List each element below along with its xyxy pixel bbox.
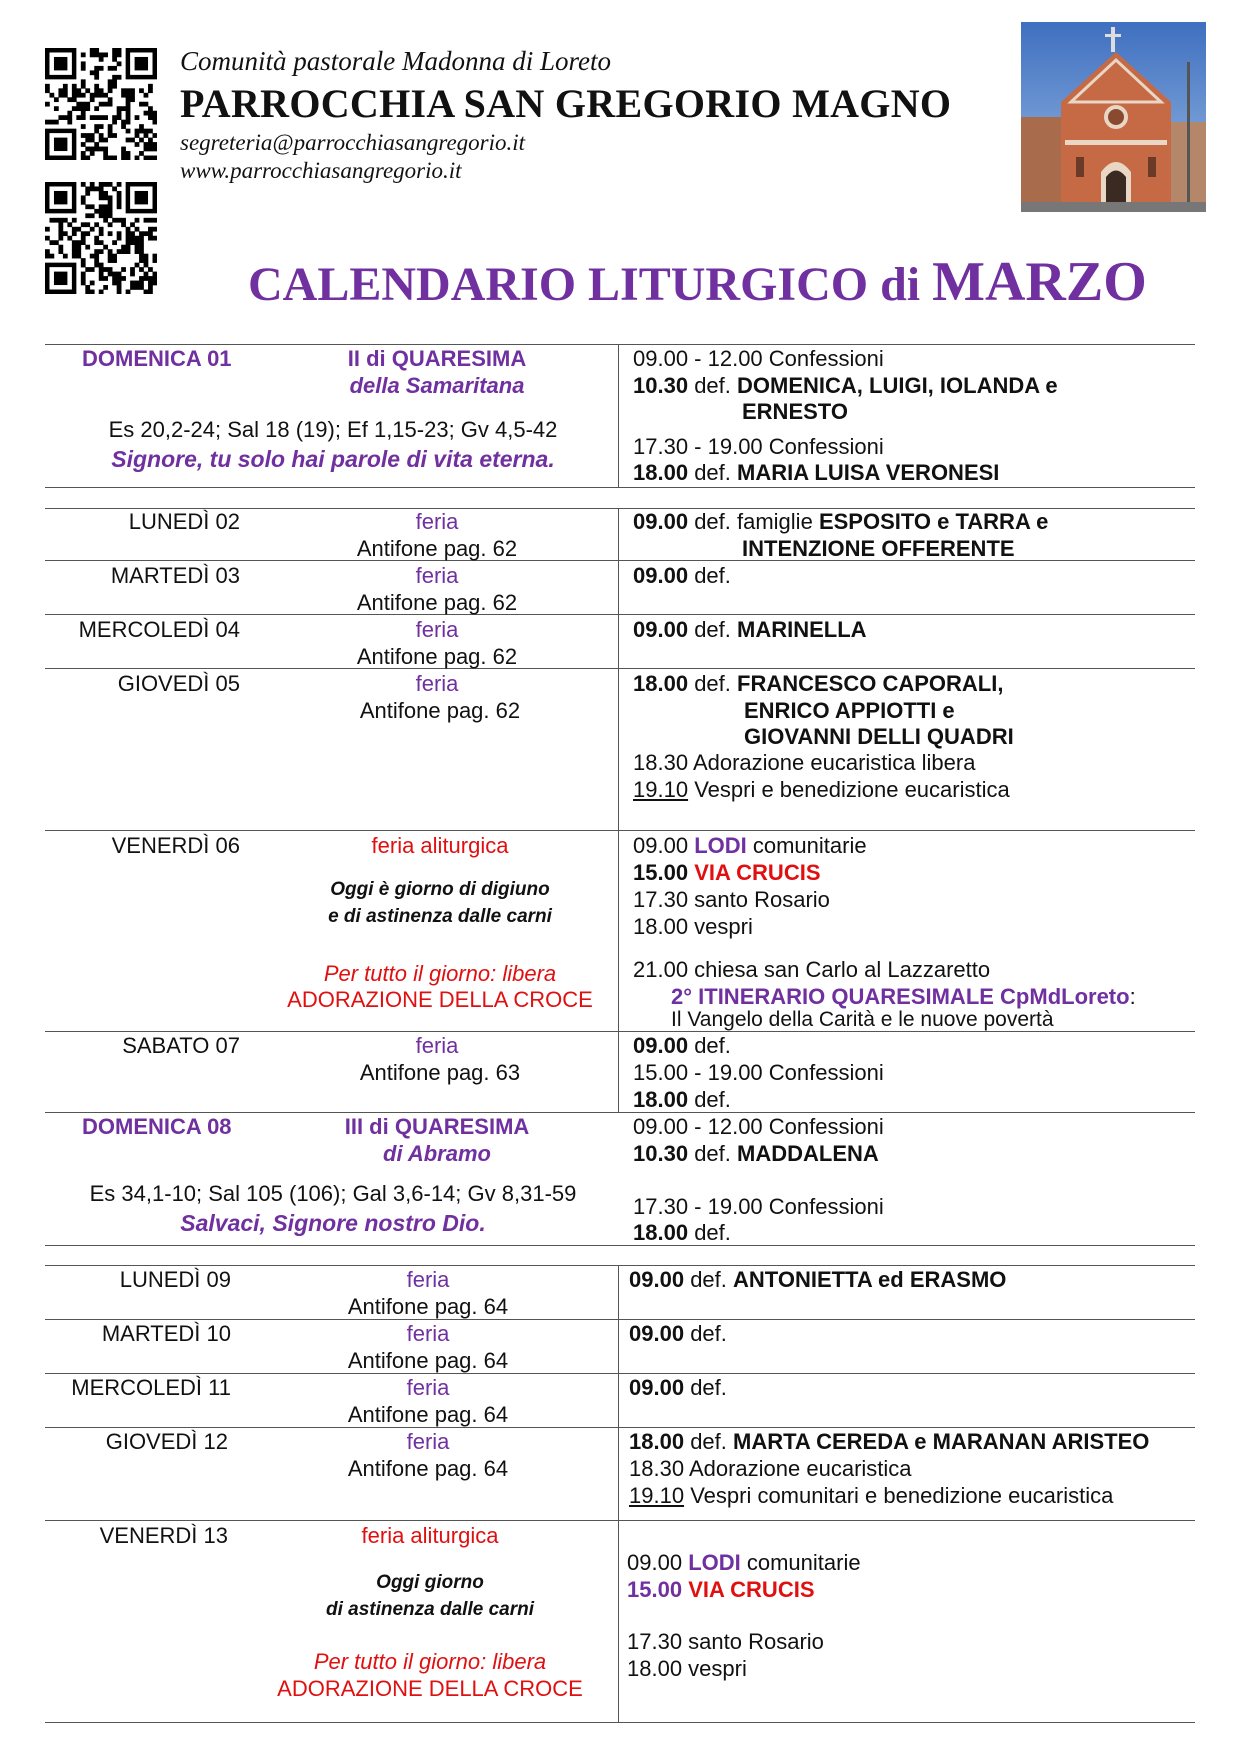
day-label: MERCOLEDÌ 04 xyxy=(78,617,240,642)
event: 18.00 def. MARTA CEREDA e MARANAN ARISTEO xyxy=(629,1429,1150,1454)
day-label: MARTEDÌ 10 xyxy=(101,1321,231,1346)
fasting-note: di astinenza dalle carni xyxy=(325,1599,535,1620)
column-divider xyxy=(618,508,619,1031)
row-divider xyxy=(45,668,1195,669)
day-label: SABATO 07 xyxy=(122,1033,240,1058)
event: 09.00 def. xyxy=(633,1033,731,1058)
event: 10.30 def. MADDALENA xyxy=(633,1141,879,1166)
feast-name: feria xyxy=(406,1321,450,1346)
church-photo xyxy=(1021,22,1206,212)
event: 21.00 chiesa san Carlo al Lazzaretto xyxy=(633,957,991,982)
event: 09.00 LODI comunitarie xyxy=(627,1550,861,1575)
row-divider xyxy=(45,1722,1195,1723)
day-label: LUNEDÌ 09 xyxy=(119,1267,231,1292)
adoration-title: ADORAZIONE DELLA CROCE xyxy=(277,1676,583,1701)
event: 09.00 def. ANTONIETTA ed ERASMO xyxy=(629,1267,1007,1292)
row-divider xyxy=(45,487,1195,488)
qr-code-whatsapp xyxy=(45,182,157,294)
event: 17.30 santo Rosario xyxy=(627,1629,824,1654)
day-label: MARTEDÌ 03 xyxy=(110,563,240,588)
event: 09.00 def. xyxy=(629,1375,727,1400)
event: 17.30 - 19.00 Confessioni xyxy=(633,1194,884,1219)
event: 18.30 Adorazione eucaristica xyxy=(629,1456,912,1481)
fasting-note: e di astinenza dalle carni xyxy=(328,906,552,927)
antifone: Antifone pag. 62 xyxy=(356,536,518,561)
column-divider xyxy=(618,1265,619,1722)
column-divider xyxy=(618,344,619,487)
event: 18.00 def. xyxy=(633,1220,731,1245)
event-names: ERNESTO xyxy=(742,399,848,424)
feast-name: II di QUARESIMA xyxy=(347,346,527,371)
event: 15.00 VIA CRUCIS xyxy=(633,860,821,885)
antifone: Antifone pag. 64 xyxy=(347,1294,509,1319)
event: 09.00 - 12.00 Confessioni xyxy=(633,1114,884,1139)
fasting-note: Oggi giorno xyxy=(376,1572,484,1593)
feast-name: feria xyxy=(406,1375,450,1400)
day-label: VENERDÌ 06 xyxy=(111,833,240,858)
qr-code-website xyxy=(45,48,157,160)
event: 09.00 def. xyxy=(633,563,731,588)
adoration-note: Per tutto il giorno: libera xyxy=(323,961,557,986)
event: 17.30 santo Rosario xyxy=(633,887,830,912)
row-divider xyxy=(45,614,1195,615)
feast-name: feria xyxy=(415,509,459,534)
event-names: INTENZIONE OFFERENTE xyxy=(742,536,1015,561)
adoration-note: Per tutto il giorno: libera xyxy=(313,1649,547,1674)
antifone: Antifone pag. 62 xyxy=(356,644,518,669)
event: 09.00 - 12.00 Confessioni xyxy=(633,346,884,371)
psalm-response: Signore, tu solo hai parole di vita eterna. xyxy=(111,446,555,472)
fasting-note: Oggi è giorno di digiuno xyxy=(330,879,550,900)
feast-name: feria xyxy=(406,1267,450,1292)
psalm-response: Salvaci, Signore nostro Dio. xyxy=(180,1210,486,1236)
event: 2° ITINERARIO QUARESIMALE CpMdLoreto: xyxy=(671,984,1136,1009)
event: Il Vangelo della Carità e le nuove povertà xyxy=(671,1008,1054,1031)
row-divider xyxy=(45,560,1195,561)
column-divider xyxy=(618,1031,619,1112)
event: 18.00 vespri xyxy=(627,1656,747,1681)
adoration-title: ADORAZIONE DELLA CROCE xyxy=(287,987,593,1012)
event: 18.00 vespri xyxy=(633,914,753,939)
row-divider xyxy=(45,1245,1195,1246)
feast-name: feria aliturgica xyxy=(361,1523,499,1548)
antifone: Antifone pag. 64 xyxy=(347,1348,509,1373)
event: 09.00 def. xyxy=(629,1321,727,1346)
antifone: Antifone pag. 63 xyxy=(359,1060,521,1085)
day-label: GIOVEDÌ 12 xyxy=(105,1429,228,1454)
feast-name: feria aliturgica xyxy=(371,833,509,858)
feast-name: III di QUARESIMA xyxy=(344,1114,530,1139)
feast-name: feria xyxy=(415,617,459,642)
event-names: GIOVANNI DELLI QUADRI xyxy=(744,724,1014,749)
event: 09.00 def. famiglie ESPOSITO e TARRA e xyxy=(633,509,1049,534)
community-name: Comunità pastorale Madonna di Loreto xyxy=(180,46,612,76)
event: 18.00 def. xyxy=(633,1087,731,1112)
feast-name: feria xyxy=(415,1033,459,1058)
parish-name: PARROCCHIA SAN GREGORIO MAGNO xyxy=(180,81,952,126)
feast-subtitle: della Samaritana xyxy=(349,373,525,398)
day-label: DOMENICA 08 xyxy=(82,1114,232,1139)
event: 18.30 Adorazione eucaristica libera xyxy=(633,750,976,775)
feast-name: feria xyxy=(415,671,459,696)
event: 15.00 - 19.00 Confessioni xyxy=(633,1060,884,1085)
day-label: GIOVEDÌ 05 xyxy=(117,671,240,696)
parish-website[interactable]: www.parrocchiasangregorio.it xyxy=(180,158,462,183)
antifone: Antifone pag. 64 xyxy=(347,1402,509,1427)
event: 10.30 def. DOMENICA, LUIGI, IOLANDA e xyxy=(633,373,1058,398)
parish-email[interactable]: segreteria@parrocchiasangregorio.it xyxy=(180,130,526,155)
event: 18.00 def. MARIA LUISA VERONESI xyxy=(633,460,1000,485)
antifone: Antifone pag. 62 xyxy=(359,698,521,723)
feast-name: feria xyxy=(415,563,459,588)
event: 09.00 LODI comunitarie xyxy=(633,833,867,858)
event: 18.00 def. FRANCESCO CAPORALI, xyxy=(633,671,1004,696)
antifone: Antifone pag. 64 xyxy=(347,1456,509,1481)
row-divider xyxy=(45,830,1195,831)
day-label: VENERDÌ 13 xyxy=(99,1523,228,1548)
feast-subtitle: di Abramo xyxy=(383,1141,491,1166)
event: 19.10 Vespri comunitari e benedizione eucaristica xyxy=(629,1483,1114,1508)
event: 09.00 def. MARINELLA xyxy=(633,617,867,642)
readings: Es 20,2-24; Sal 18 (19); Ef 1,15-23; Gv 4,5-42 xyxy=(108,417,558,442)
calendar-title: CALENDARIO LITURGICO di MARZO xyxy=(248,251,1147,313)
event: 17.30 - 19.00 Confessioni xyxy=(633,434,884,459)
day-label: DOMENICA 01 xyxy=(82,346,232,371)
feast-name: feria xyxy=(406,1429,450,1454)
antifone: Antifone pag. 62 xyxy=(356,590,518,615)
event: 19.10 Vespri e benedizione eucaristica xyxy=(633,777,1010,802)
day-label: LUNEDÌ 02 xyxy=(128,509,240,534)
day-label: MERCOLEDÌ 11 xyxy=(71,1375,231,1400)
event: 15.00 VIA CRUCIS xyxy=(627,1577,815,1602)
row-divider xyxy=(45,1520,1195,1521)
readings: Es 34,1-10; Sal 105 (106); Gal 3,6-14; Gv 8,31-59 xyxy=(89,1181,577,1206)
event-names: ENRICO APPIOTTI e xyxy=(744,698,955,723)
